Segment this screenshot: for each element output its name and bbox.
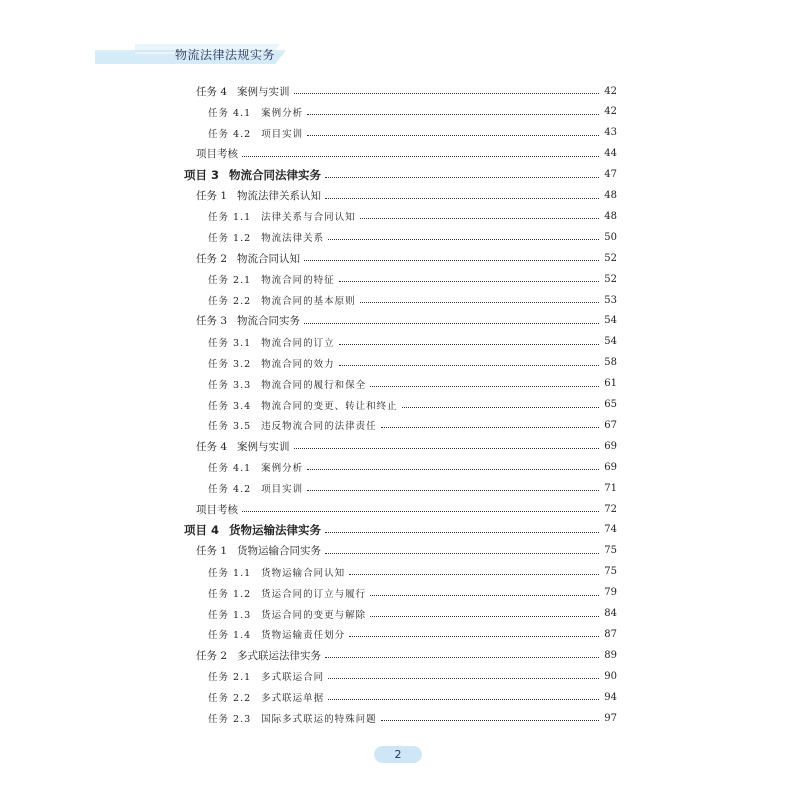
toc-entry-title: 物流合同的履行和保全 [261,379,367,391]
toc-entry-page: 65 [604,399,617,410]
toc-subtask-entry [208,415,617,435]
dot-leader [381,719,599,721]
dot-leader [307,489,599,491]
toc-entry-number: 任务 2.2 [208,693,252,705]
toc-entry-number: 任务 4.2 [208,128,252,140]
toc-entry-number: 任务 3.1 [208,337,252,349]
toc-entry-number: 任务 3.5 [208,421,252,433]
toc-entry-title: 案例与实训 [237,85,290,98]
dot-leader [370,385,599,387]
toc-entry-page: 53 [604,294,617,306]
toc-entry-title: 违反物流合同的法律责任 [261,421,377,433]
toc-entry-title: 案例与实训 [237,440,290,453]
toc-subtask-entry [208,708,617,728]
toc-entry-page: 48 [604,190,617,201]
dot-leader [325,531,599,533]
toc-subtask-entry [208,102,617,122]
toc-subtask-entry [208,332,617,352]
toc-task-entry [196,81,617,101]
toc-entry-number: 任务 4.1 [208,107,252,119]
toc-subtask-entry [208,290,617,310]
toc-entry-number: 任务 1.4 [208,630,252,642]
toc-entry-title: 物流合同法律实务 [229,167,322,182]
toc-entry-page: 71 [604,482,617,494]
toc-entry-title: 物流法律关系 [261,233,325,245]
toc-entry-number: 任务 2 [196,252,228,265]
dot-leader [370,594,599,596]
toc-entry-page: 54 [604,336,617,348]
toc-entry-page: 54 [604,315,617,327]
toc-entry-number: 任务 1.2 [208,588,252,600]
toc-entry-page: 75 [604,545,617,557]
toc-entry-title: 多式联运单据 [261,693,325,705]
toc-entry-number: 任务 4.2 [208,484,252,496]
toc-entry-page: 94 [604,691,617,703]
toc-subtask-entry [208,269,617,289]
toc-subtask-entry [208,562,617,582]
toc-entry-number: 任务 1.1 [208,212,252,224]
toc-entry-page: 72 [604,503,617,515]
toc-entry-title: 项目考核 [196,503,238,516]
dot-leader [328,238,599,240]
running-header-title: 物流法律法规实务 [175,48,276,62]
toc-subtask-entry [208,687,617,707]
dot-leader [325,176,599,178]
toc-entry-number: 任务 2 [196,649,228,662]
dot-leader [242,155,599,157]
dot-leader [242,510,599,512]
toc-entry-page: 43 [604,127,617,139]
toc-entry-title: 项目实训 [261,128,304,140]
toc-entry-page: 67 [604,419,617,431]
toc-task-entry [196,186,617,206]
toc-entry-page: 97 [604,712,617,724]
toc-subtask-entry [208,624,617,644]
dot-leader [381,426,599,428]
toc-project-entry [184,165,617,185]
toc-entry-page: 90 [604,670,617,682]
toc-entry-number: 任务 2.1 [208,672,252,684]
toc-entry-title: 物流合同的效力 [261,358,335,370]
toc-entry-title: 物流合同的特征 [261,275,335,287]
toc-entry-page: 61 [604,378,617,390]
toc-subtask-entry [208,457,617,477]
toc-project-entry [184,520,617,540]
dot-leader [339,280,599,282]
toc-entry-title: 货物运输责任划分 [261,630,346,642]
dot-leader [402,406,599,408]
toc-entry-number: 项目 4 [184,522,220,537]
toc-entry-page: 52 [604,252,617,264]
dot-leader [360,301,599,303]
toc-entry-page: 69 [604,440,617,452]
dot-leader [325,197,599,199]
toc-entry-page: 89 [604,649,617,661]
toc-entry-page: 87 [604,628,617,640]
toc-task-entry [196,541,617,561]
toc-subtask-entry [208,666,617,686]
dot-leader [325,552,599,554]
toc-entry-title: 项目实训 [261,484,304,496]
toc-entry-title: 物流合同实务 [237,315,301,328]
toc-entry-title: 法律关系与合同认知 [261,212,356,224]
toc-entry-title: 案例分析 [261,107,304,119]
toc-entry-number: 任务 1.1 [208,567,252,579]
toc-entry-title: 物流合同的变更、转让和终止 [261,400,398,412]
toc-subtask-entry [208,583,617,603]
toc-entry-page: 69 [604,461,617,473]
toc-task-entry [196,144,617,164]
toc-entry-title: 货运合同的变更与解除 [261,609,367,621]
page-number-badge: 2 [374,746,422,763]
toc-subtask-entry [208,227,617,247]
toc-entry-title: 货物运输法律实务 [229,522,322,537]
dot-leader [304,322,599,324]
toc-entry-title: 物流合同的基本原则 [261,296,356,307]
toc-entry-number: 任务 1 [196,545,228,558]
toc-entry-page: 42 [604,106,617,118]
toc-subtask-entry [208,206,617,226]
toc-subtask-entry [208,374,617,394]
toc-entry-page: 75 [604,566,617,578]
toc-entry-title: 多式联运法律实务 [237,649,322,662]
dot-leader [349,635,599,637]
toc-entry-page: 52 [604,273,617,285]
toc-entry-title: 物流合同认知 [237,252,301,265]
toc-entry-title: 案例分析 [261,463,304,475]
toc-entry-title: 货运合同的订立与履行 [261,588,367,600]
dot-leader [294,92,599,94]
dot-leader [339,343,599,345]
toc-entry-number: 项目 3 [184,167,220,182]
toc-entry-title: 物流合同的订立 [261,337,335,349]
toc-task-entry [196,436,617,456]
toc-subtask-entry [208,395,617,415]
toc-subtask-entry [208,123,617,143]
toc-entry-page: 44 [604,148,617,160]
toc-entry-title: 国际多式联运的特殊问题 [261,714,377,725]
toc-entry-page: 84 [604,608,617,619]
dot-leader [328,698,599,700]
toc-entry-number: 任务 1 [196,190,228,202]
toc-entry-page: 47 [604,169,617,181]
toc-entry-number: 任务 4 [196,440,228,453]
toc-entry-title: 货物运输合同认知 [261,567,346,579]
toc-entry-title: 多式联运合同 [261,672,325,684]
toc-task-entry [196,499,617,519]
toc-entry-number: 任务 3.4 [208,400,252,412]
toc-entry-number: 任务 3 [196,315,228,328]
toc-task-entry [196,248,617,268]
toc-entry-page: 42 [604,85,617,97]
toc-task-entry [196,311,617,331]
toc-subtask-entry [208,604,617,624]
toc-entry-title: 项目考核 [196,148,238,161]
toc-entry-number: 任务 3.2 [208,358,252,370]
toc-entry-title: 物流法律关系认知 [237,190,322,202]
dot-leader [339,364,599,366]
dot-leader [294,447,599,449]
dot-leader [370,615,599,617]
toc-entry-page: 48 [604,210,617,222]
dot-leader [307,468,599,470]
toc-entry-page: 58 [604,357,617,369]
toc-entry-page: 79 [604,587,617,599]
dot-leader [325,656,599,658]
dot-leader [304,259,599,261]
dot-leader [307,134,599,136]
toc-entry-title: 货物运输合同实务 [237,545,322,558]
toc-entry-number: 任务 2.2 [208,296,252,307]
toc-task-entry [196,645,617,665]
toc-entry-number: 任务 1.2 [208,233,252,245]
toc-subtask-entry [208,353,617,373]
toc-entry-page: 74 [604,524,617,536]
toc-entry-number: 任务 2.1 [208,275,252,287]
toc-entry-number: 任务 1.3 [208,609,252,621]
dot-leader [349,573,599,575]
toc-subtask-entry [208,478,617,498]
dot-leader [360,217,599,219]
toc-entry-page: 50 [604,231,617,243]
toc-entry-number: 任务 3.3 [208,379,252,391]
dot-leader [328,677,599,679]
dot-leader [307,113,599,115]
toc-entry-number: 任务 4 [196,85,228,98]
toc-entry-number: 任务 4.1 [208,463,252,475]
toc-entry-number: 任务 2.3 [208,714,252,725]
